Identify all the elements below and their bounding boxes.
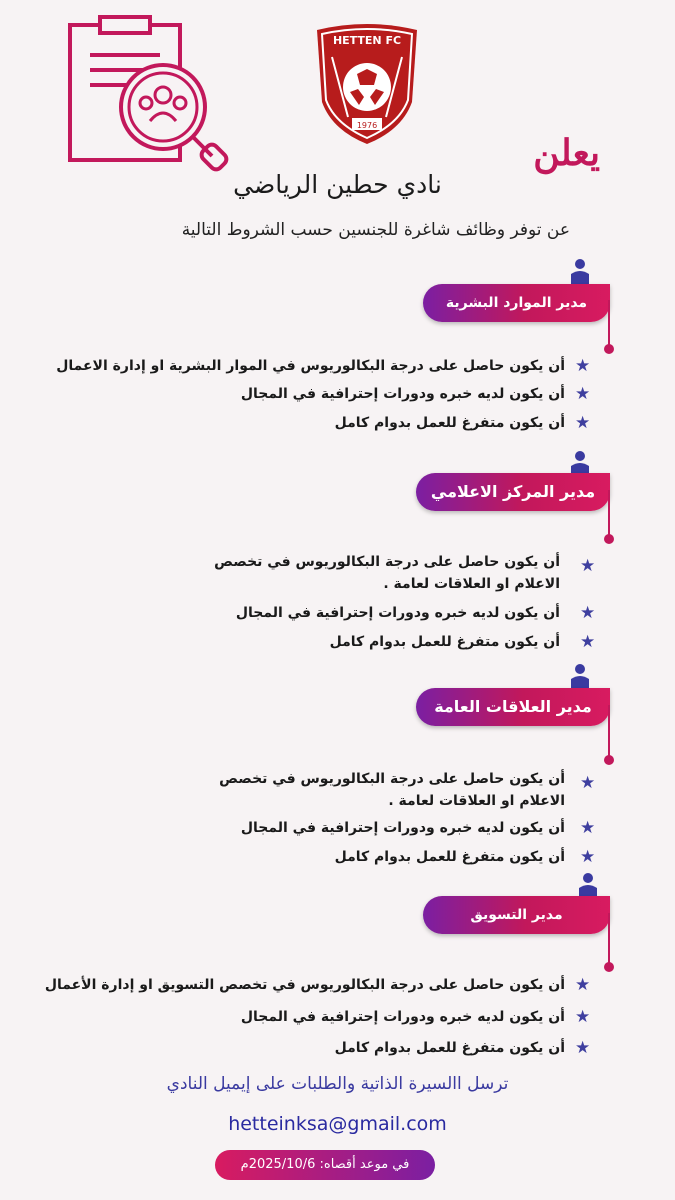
svg-text:HETTEN FC: HETTEN FC: [332, 34, 402, 47]
svg-text:1976: 1976: [356, 121, 378, 130]
star-icon: ★: [575, 356, 591, 376]
announce-heading: يعلن: [533, 132, 600, 174]
deadline-badge: في موعد أقصاه: 2025/10/6م: [215, 1150, 435, 1180]
star-icon: ★: [580, 632, 596, 652]
job-title-marketing: مدير التسويق: [423, 896, 610, 934]
club-email-link[interactable]: hetteinksa@gmail.com: [228, 1113, 447, 1135]
star-icon: ★: [575, 1007, 591, 1027]
star-icon: ★: [580, 847, 596, 867]
requirement-item: أن يكون متفرغ للعمل بدوام كامل: [329, 634, 560, 650]
clipboard-search-icon: [60, 15, 240, 175]
person-icon: [570, 663, 590, 689]
star-icon: ★: [580, 603, 596, 623]
requirement-item: أن يكون لديه خبره ودورات إحترافية في المجال: [240, 1009, 565, 1025]
requirement-item: أن يكون متفرغ للعمل بدوام كامل: [334, 415, 565, 431]
submit-instructions: ترسل االسيرة الذاتية والطلبات على إيميل النادي: [166, 1074, 509, 1094]
job-title-pr: مدير العلاقات العامة: [416, 688, 610, 726]
requirement-item: أن يكون حاصل على درجة البكالوريوس في تخصص الاعلام او العلاقات لعامة .: [214, 554, 560, 592]
star-icon: ★: [575, 975, 591, 995]
star-icon: ★: [580, 818, 596, 838]
club-crest-icon: [312, 22, 422, 147]
requirement-item: أن يكون متفرغ للعمل بدوام كامل: [334, 849, 565, 865]
job-title-hr: مدير الموارد البشرية: [423, 284, 610, 322]
star-icon: ★: [580, 773, 596, 793]
requirement-item: أن يكون لديه خبره ودورات إحترافية في المجال: [235, 605, 560, 621]
requirement-item: أن يكون لديه خبره ودورات إحترافية في المجال: [240, 820, 565, 836]
job-title-media: مدير المركز الاعلامي: [416, 473, 610, 511]
star-icon: ★: [575, 413, 591, 433]
star-icon: ★: [580, 556, 596, 576]
club-name: نادي حطين الرياضي: [233, 170, 442, 199]
requirement-item: أن يكون متفرغ للعمل بدوام كامل: [334, 1040, 565, 1056]
intro-text: عن توفر وظائف شاغرة للجنسين حسب الشروط التالية: [181, 220, 570, 240]
requirement-item: أن يكون لديه خبره ودورات إحترافية في المجال: [240, 386, 565, 402]
requirement-item: أن يكون حاصل على درجة البكالوريوس في الموار البشرية او إدارة الاعمال: [56, 358, 565, 374]
requirement-item: أن يكون حاصل على درجة البكالوريوس في تخصص التسويق او إدارة الأعمال: [44, 977, 565, 993]
star-icon: ★: [575, 1038, 591, 1058]
star-icon: ★: [575, 384, 591, 404]
person-icon: [570, 258, 590, 284]
requirement-item: أن يكون حاصل على درجة البكالوريوس في تخصص الاعلام او العلاقات لعامة .: [219, 771, 565, 809]
person-icon: [578, 872, 598, 898]
